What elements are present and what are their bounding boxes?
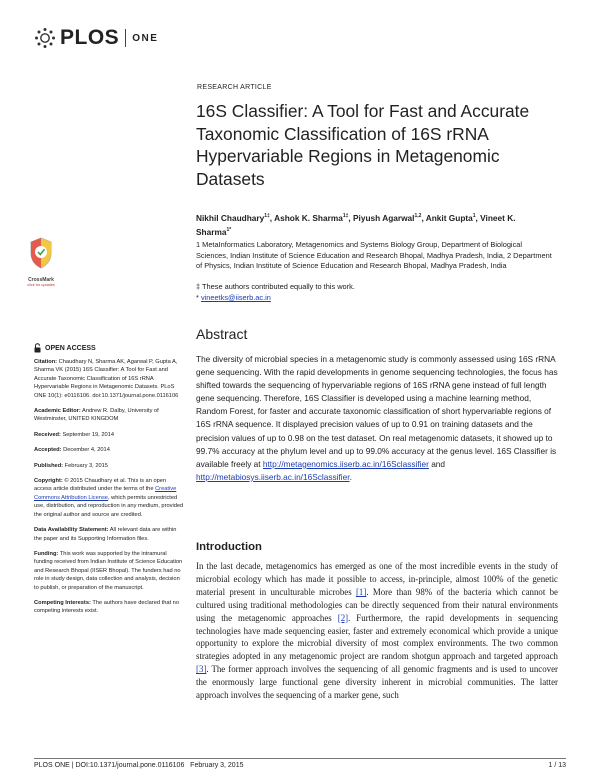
logo-divider [125, 29, 126, 47]
editor-label: Academic Editor: [34, 408, 81, 415]
data-availability-label: Data Availability Statement: [34, 527, 109, 534]
intro-text-part: . The former approach involves the sequencing of all genomic fragments and is used to uncover the enormously large functional gene diversity inherent in microbial communities. The latter approach involves the sequencing of a marker gene, such [196, 664, 558, 701]
corresponding-email [196, 293, 556, 304]
abstract-conjunction: and [428, 458, 446, 469]
brand-name: PLOS [60, 26, 120, 49]
article-type: RESEARCH ARTICLE [197, 84, 272, 91]
copyright-text-end: , which permits unrestricted use, distribution, and reproduction in any medium, provided the original author and source are credited. [34, 494, 184, 518]
license-link[interactable]: Creative Commons Attribution License [34, 486, 177, 501]
crossmark-label: CrossMark [28, 277, 54, 283]
author-notes [196, 282, 556, 303]
plos-logo-icon [34, 27, 56, 49]
author-name[interactable]: Ashok K. Sharma [274, 212, 343, 223]
tool-link-metabiosys[interactable]: http://metabiosys.iiserb.ac.in/16Sclassifier [196, 471, 350, 482]
crossmark-icon [29, 237, 53, 271]
footer-citation: PLOS ONE | DOI:10.1371/journal.pone.0116106 February 3, 2015 [34, 762, 244, 769]
accepted-label: Accepted: [34, 447, 62, 454]
copyright-text: © 2015 Chaudhary et al. This is an open access article distributed under the terms of the [34, 478, 167, 493]
funding-label: Funding: [34, 550, 59, 557]
published-date [34, 462, 184, 470]
journal-logo [34, 26, 158, 50]
copyright [34, 477, 184, 519]
open-lock-icon [34, 343, 41, 353]
author-affiliation-mark: 1 [472, 213, 476, 219]
crossmark-badge[interactable] [26, 237, 56, 287]
published-label: Published: [34, 462, 64, 469]
competing-interests-label: Competing Interests: [34, 599, 91, 606]
abstract-body: The diversity of microbial species in a metagenomic study is commonly assessed using 16S rRNA gene sequencing. With the rapid developments in genome sequencing technologies, the focus has shifted towards the sequencing of hypervariable regions of 16S rRNA gene instead of full length gene sequencing. Therefore, 16S Classifier is developed using a machine learning method, Random Forest, for faster and accurate taxonomic classification of short hypervariable regions of 16S rRNA sequence. It displayed precision values of up to 0.91 on training datasets and the precision values of up to 0.98 on the test dataset. On real metagenomic datasets, it showed up to 99.7% accuracy at the phylum level and up to 99.0% accuracy at the genus level. 16S Classifier is available freely at [196, 354, 558, 469]
competing-interests [34, 599, 184, 616]
competing-interests-text: The authors have declared that no competing interests exist. [34, 599, 180, 615]
editor-text: Andrew R. Dalby, University of Westminster, UNITED KINGDOM [34, 408, 159, 423]
copyright-label: Copyright: [34, 478, 63, 485]
citation-label: Citation: [34, 359, 58, 365]
data-availability-text: All relevant data are within the paper and its Supporting Information files. [34, 527, 177, 542]
author-list: Nikhil Chaudhary$^{1\ddagger}$, Ashok K. Sharma$^{1\ddagger}$, Piyush Agarwal$^{1,2}$, Ankit Gupta$^1$, Vineet K. Sharma$^{1*}$ [196, 212, 516, 238]
author-name[interactable]: Vineet K. Sharma [196, 212, 516, 238]
equal-contribution-note: ‡ These authors contributed equally to this work. [196, 282, 355, 291]
affiliations: 1 MetaInformatics Laboratory, Metagenomics and Systems Biology Group, Department of Biological Sciences, Indian Institute of Science Education and Research Bhopal, Madhya Pradesh, India, 2 Department of Physics, Indian Institute of Science Education and Research Bhopal, Madhya Pradesh, India [196, 240, 552, 271]
crossmark-sublabel: click for updates [27, 283, 55, 287]
email-marker: * [196, 292, 201, 302]
journal-name: ONE [132, 32, 159, 44]
author-name[interactable]: Piyush Agarwal [353, 212, 415, 223]
accepted-date [34, 446, 184, 454]
reference-link[interactable]: [1] [355, 586, 367, 597]
author-affiliation-mark: 1‡ [264, 213, 270, 219]
accepted-text: December 4, 2014 [61, 447, 110, 454]
intro-text-part: In the last decade, metagenomics has emerged as one of the most incredible events in the study of microbial ecology which has made it possible to access, in-principle, almost 100% of the genetic material present in unculturable microbes [196, 561, 558, 597]
published-text: February 3, 2015 [63, 462, 108, 469]
author-affiliation-mark: 1,2 [414, 213, 422, 219]
article-title: 16S Classifier: A Tool for Fast and Accurate Taxonomic Classification of 16S rRNA Hypervariable Regions in Metagenomic Datasets [196, 101, 530, 189]
introduction-heading: Introduction [196, 541, 262, 553]
funding-text: This work was supported by the intramural funding received from Indian Institute of Science Education and Research Bhopal (IISER Bhopal). The funders had no role in study design, data collection and analysis, decision to publish, or preparation of the manuscript. [34, 550, 183, 591]
author-name[interactable]: Nikhil Chaudhary [196, 212, 265, 223]
footer-divider [34, 758, 566, 759]
intro-text-part: . More than 98% of the bacteria which cannot be cultured using traditional methodologies can be directly sequenced from their natural environments using the metagenomic approaches [196, 586, 558, 623]
reference-link[interactable]: [2] [337, 612, 349, 623]
tool-link-metagenomics[interactable]: http://metagenomics.iiserb.ac.in/16Sclassifier [262, 458, 429, 469]
academic-editor [34, 407, 184, 424]
intro-text-part: . Furthermore, the rapid developments in sequencing technologies have made sequencing easier, faster and extremely economical which provide a unique opportunity to explore the microbial diversity of most complex environments. The two common strategies adopted in any metagenomic project are random shotgun approach and targeted approach [196, 612, 558, 662]
author-name[interactable]: Ankit Gupta [425, 212, 473, 223]
introduction-text [196, 560, 558, 702]
author-affiliation-mark: 1* [226, 227, 232, 234]
abstract-text [196, 353, 558, 484]
email-link[interactable]: vineetks@iiserb.ac.in [200, 292, 271, 302]
open-access-badge [34, 343, 96, 353]
received-text: September 19, 2014 [60, 431, 114, 438]
abstract-end: . [349, 471, 352, 482]
received-date [34, 431, 184, 439]
funding [34, 550, 184, 592]
open-access-label: OPEN ACCESS [45, 344, 96, 352]
citation [34, 358, 184, 400]
author-affiliation-mark: 1‡ [342, 213, 349, 219]
data-availability [34, 526, 184, 543]
citation-text: Chaudhary N, Sharma AK, Agarwal P, Gupta A, Sharma VK (2015) 16S Classifier: A Tool for Fast and Accurate Taxonomic Classification of 16S rRNA Hypervariable Regions in Metagenomic Datasets. PLoS ONE 10(1): e0116106. doi:10.1371/journal.pone.0116106 [34, 359, 179, 399]
abstract-heading: Abstract [196, 326, 248, 342]
received-label: Received: [34, 431, 61, 438]
reference-link[interactable]: [3] [196, 664, 207, 675]
page-number: 1 / 13 [548, 762, 566, 769]
article-metadata-sidebar [34, 358, 184, 623]
